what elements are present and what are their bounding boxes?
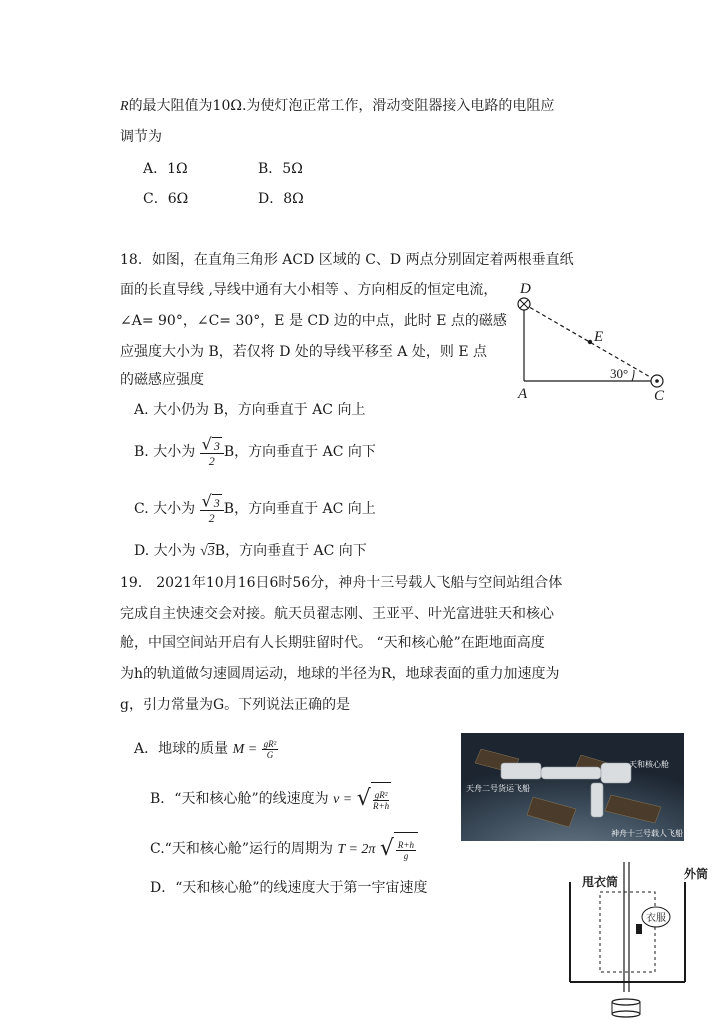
q17-line1-text: 的最大阻值为10Ω.为使灯泡正常工作，滑动变阻器接入电路的电阻应 bbox=[128, 98, 555, 114]
base-top bbox=[612, 999, 640, 1005]
q19-option-a: A．地球的质量 M = $\frac{\text{gR²}}{G}$ bbox=[134, 738, 277, 760]
triangle-figure bbox=[510, 278, 685, 403]
q18-line4: 应强度大小为 B，若仅将 D 处的导线平移至 A 处，则 E 点 bbox=[120, 344, 487, 360]
point-e-dot bbox=[588, 340, 592, 344]
label-a: A bbox=[518, 386, 528, 402]
q18-option-b-fraction: $\frac{√ 3}{2}$ bbox=[200, 436, 224, 467]
inner-drum bbox=[600, 892, 655, 972]
q18-option-d: D. 大小为 √3B，方向垂直于 AC 向下 bbox=[134, 543, 367, 559]
q18-option-c-fraction: $\frac{√ 3}{2}$ bbox=[200, 493, 224, 524]
q19-option-a-text: A．地球的质量 bbox=[134, 741, 229, 757]
q19-option-c-sqrt: √ $\frac{R+h}{g}$ bbox=[380, 832, 418, 866]
q19-option-b-sqrt: √ $\frac{\text{gR²}}{R+h}$ bbox=[357, 782, 392, 816]
q19-line4: 为h的轨道做匀速圆周运动，地球的半径为R，地球表面的重力加速度为 bbox=[120, 666, 560, 682]
q17-option-c: C．6Ω bbox=[143, 191, 189, 207]
base-bottom bbox=[612, 1011, 640, 1017]
label-angle: 30° bbox=[610, 366, 629, 381]
q19-option-c: C.“天和核心舱”运行的周期为 T = 2π √ $\frac{R+h}{g}$ bbox=[150, 832, 418, 866]
q18-option-b-prefix: B. 大小为 bbox=[134, 444, 196, 460]
space-station-photo bbox=[461, 733, 684, 841]
q18-option-d-prefix: D. 大小为 bbox=[134, 543, 196, 559]
q18-option-c-prefix: C. 大小为 bbox=[134, 501, 196, 517]
q18-option-b bbox=[134, 433, 376, 471]
label-d: D bbox=[520, 281, 531, 297]
q17-option-a: A．1Ω bbox=[143, 161, 188, 177]
q17-line1 bbox=[120, 96, 554, 117]
spin-dryer-figure bbox=[560, 862, 718, 1020]
q18-option-a: A. 大小仍为 B，方向垂直于 AC 向上 bbox=[134, 402, 366, 418]
angle-arc bbox=[632, 370, 634, 381]
q19-option-b-text: B．“天和核心舱”的线速度为 bbox=[150, 791, 329, 807]
q19-line5: g，引力常量为G。下列说法正确的是 bbox=[120, 697, 351, 713]
q18-option-c-text: B，方向垂直于 AC 向上 bbox=[223, 501, 376, 517]
label-clothes: 衣服 bbox=[646, 913, 666, 924]
q17-line2: 调节为 bbox=[120, 129, 162, 145]
q18-option-d-text: B，方向垂直于 AC 向下 bbox=[214, 543, 367, 559]
q19-line1: 19． 2021年10月16日6时56分，神舟十三号载人飞船与空间站组合体 bbox=[120, 575, 563, 591]
photo-label-tianhe: 天和核心舱 bbox=[629, 760, 669, 769]
q18-line5: 的磁感应强度 bbox=[120, 372, 204, 388]
q18-line1: 18．如图，在直角三角形 ACD 区域的 C、D 两点分别固定着两根垂直纸 bbox=[120, 252, 574, 268]
q18-line2: 面的长直导线 ,导线中通有大小相等 、方向相反的恒定电流， bbox=[120, 282, 498, 298]
q19-option-d: D．“天和核心舱”的线速度大于第一宇宙速度 bbox=[150, 880, 428, 896]
q19-option-b: B．“天和核心舱”的线速度为 v = √ $\frac{\text{gR²}}{R+h}$ bbox=[150, 782, 391, 816]
label-outer-drum: 外筒 bbox=[684, 867, 709, 881]
photo-label-shenzhou: 神舟十三号载人飞船 bbox=[611, 829, 683, 838]
q19-line2: 完成自主快速交会对接。航天员翟志刚、王亚平、叶光富进驻天和核心 bbox=[120, 606, 554, 622]
q19-option-a-fraction: $\frac{\text{gR²}}{G}$ bbox=[263, 738, 277, 760]
q18-option-b-text: B，方向垂直于 AC 向下 bbox=[223, 444, 376, 460]
q19-option-c-text: C.“天和核心舱”运行的周期为 bbox=[150, 841, 333, 857]
q17-option-b: B．5Ω bbox=[258, 161, 303, 177]
q18-option-c bbox=[134, 490, 376, 528]
label-e: E bbox=[594, 329, 604, 345]
q17-var-r: R bbox=[120, 99, 129, 114]
label-c: C bbox=[654, 388, 665, 403]
q19-line3: 舱，中国空间站开启有人长期驻留时代。 “天和核心舱”在距地面高度 bbox=[120, 635, 545, 651]
clothes-block bbox=[636, 924, 642, 934]
q17-option-d: D．8Ω bbox=[258, 191, 304, 207]
label-spin-drum: 甩衣筒 bbox=[582, 875, 619, 889]
photo-label-tianzhou: 天舟二号货运飞船 bbox=[466, 784, 530, 793]
q18-line3: ∠A= 90°，∠C= 30°，E 是 CD 边的中点，此时 E 点的磁感 bbox=[120, 313, 507, 329]
